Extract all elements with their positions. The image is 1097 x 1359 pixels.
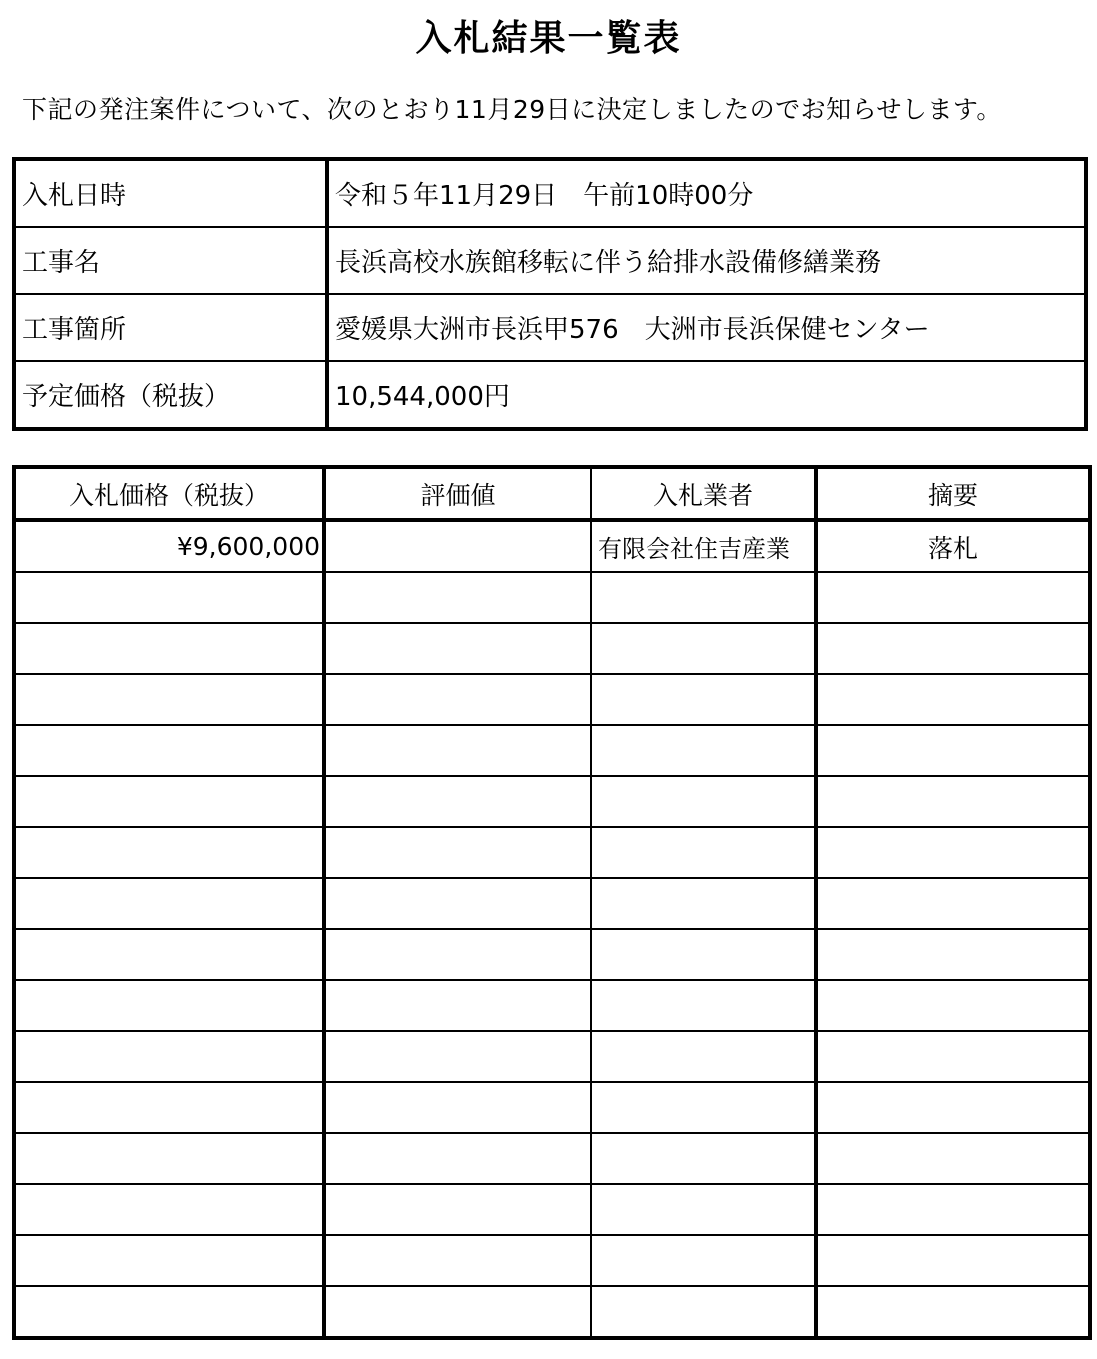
table-row (14, 674, 1090, 725)
score-cell (324, 776, 591, 827)
bid-price-cell (14, 674, 324, 725)
bid-price-cell (14, 776, 324, 827)
score-cell (324, 980, 591, 1031)
bid-price-cell (14, 1031, 324, 1082)
column-header-bid-price: 入札価格（税抜） (14, 467, 324, 520)
bid-price-cell (14, 878, 324, 929)
bidder-cell (591, 776, 816, 827)
intro-text: 下記の発注案件について、次のとおり11月29日に決定しましたのでお知らせします。 (22, 95, 1002, 124)
remarks-cell (816, 878, 1090, 929)
remarks-cell (816, 1133, 1090, 1184)
bid-price-cell (14, 572, 324, 623)
table-row (14, 1082, 1090, 1133)
table-row (14, 827, 1090, 878)
table-row (14, 1133, 1090, 1184)
score-cell (324, 572, 591, 623)
score-cell (324, 1082, 591, 1133)
bidder-cell (591, 674, 816, 725)
remarks-cell (816, 980, 1090, 1031)
remarks-cell (816, 725, 1090, 776)
info-row-project-name (14, 227, 1086, 294)
remarks-cell (816, 1082, 1090, 1133)
bidder-cell (591, 1031, 816, 1082)
table-row (14, 725, 1090, 776)
column-header-bidder: 入札業者 (591, 467, 816, 520)
table-row (14, 623, 1090, 674)
table-row (14, 878, 1090, 929)
remarks-cell (816, 776, 1090, 827)
table-header-row (14, 467, 1090, 520)
bidder-cell (591, 827, 816, 878)
column-header-score: 評価値 (324, 467, 591, 520)
score-cell (324, 674, 591, 725)
bid-price-cell (14, 827, 324, 878)
bidder-cell: 有限会社住吉産業 (591, 520, 816, 572)
table-row (14, 1286, 1090, 1338)
score-cell (324, 827, 591, 878)
score-cell (324, 623, 591, 674)
bid-price-cell: ¥9,600,000 (14, 520, 324, 572)
info-table (12, 157, 1088, 431)
page-title: 入札結果一覧表 (415, 18, 682, 59)
score-cell (324, 1286, 591, 1338)
info-label: 工事名 (14, 227, 327, 294)
bid-price-cell (14, 980, 324, 1031)
score-cell (324, 878, 591, 929)
score-cell (324, 1031, 591, 1082)
info-label: 予定価格（税抜） (14, 361, 327, 429)
bidder-cell (591, 1133, 816, 1184)
info-row-bid-datetime (14, 159, 1086, 227)
table-row (14, 776, 1090, 827)
info-value: 愛媛県大洲市長浜甲576 大洲市長浜保健センター (327, 294, 1086, 361)
bidder-cell (591, 1235, 816, 1286)
info-label: 工事箇所 (14, 294, 327, 361)
table-row (14, 1031, 1090, 1082)
table-row (14, 520, 1090, 572)
score-cell (324, 929, 591, 980)
remarks-cell (816, 1286, 1090, 1338)
remarks-cell: 落札 (816, 520, 1090, 572)
remarks-cell (816, 572, 1090, 623)
bid-price-cell (14, 1184, 324, 1235)
table-row (14, 980, 1090, 1031)
table-row (14, 1235, 1090, 1286)
bidder-cell (591, 929, 816, 980)
bidder-cell (591, 572, 816, 623)
bidder-cell (591, 725, 816, 776)
remarks-cell (816, 674, 1090, 725)
info-value: 長浜高校水族館移転に伴う給排水設備修繕業務 (327, 227, 1086, 294)
bid-price-cell (14, 1133, 324, 1184)
bid-price-cell (14, 1082, 324, 1133)
info-row-location (14, 294, 1086, 361)
bid-price-cell (14, 1286, 324, 1338)
table-row (14, 572, 1090, 623)
info-label: 入札日時 (14, 159, 327, 227)
table-row (14, 1184, 1090, 1235)
score-cell (324, 1235, 591, 1286)
remarks-cell (816, 623, 1090, 674)
bidder-cell (591, 878, 816, 929)
score-cell (324, 725, 591, 776)
bid-results-table (12, 465, 1092, 1340)
remarks-cell (816, 1235, 1090, 1286)
remarks-cell (816, 1184, 1090, 1235)
info-value: 10,544,000円 (327, 361, 1086, 429)
score-cell (324, 1184, 591, 1235)
bid-price-cell (14, 725, 324, 776)
bid-price-cell (14, 1235, 324, 1286)
column-header-remarks: 摘要 (816, 467, 1090, 520)
info-row-estimated-price (14, 361, 1086, 429)
bidder-cell (591, 1286, 816, 1338)
remarks-cell (816, 929, 1090, 980)
info-value: 令和５年11月29日 午前10時00分 (327, 159, 1086, 227)
bidder-cell (591, 1082, 816, 1133)
bid-price-cell (14, 929, 324, 980)
table-row (14, 929, 1090, 980)
bid-price-cell (14, 623, 324, 674)
bidder-cell (591, 980, 816, 1031)
remarks-cell (816, 1031, 1090, 1082)
bidder-cell (591, 623, 816, 674)
score-cell (324, 1133, 591, 1184)
bidder-cell (591, 1184, 816, 1235)
score-cell (324, 520, 591, 572)
remarks-cell (816, 827, 1090, 878)
